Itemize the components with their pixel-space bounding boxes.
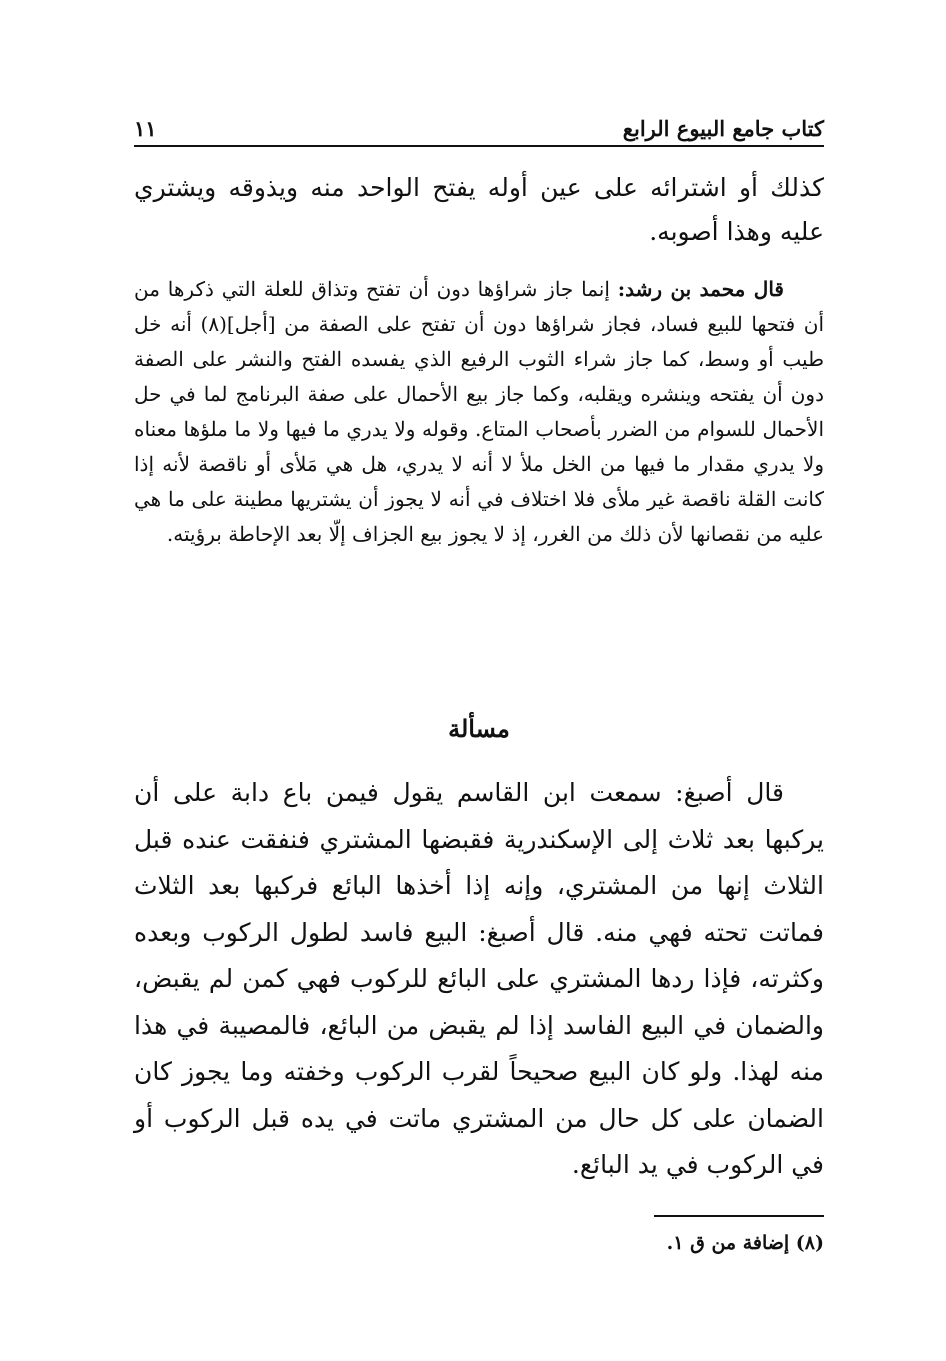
- commentary-text: إنما جاز شراؤها دون أن تفتح وتذاق للعلة التي ذكرها من أن فتحها للبيع فساد، فجاز شراؤها دون أن تفتح على الصفة من [أجل](٨) أنه خل طيب أو وسط، كما جاز شراء الثوب الرفيع الذي يفسده الفتح والنشر على الصفة دون أن يفتحه وينشره ويقلبه، وكما جاز بيع الأحمال على صفة البرنامج لما في حل الأحمال للسوام من الضرر بأصحاب المتاع. وقوله ولا يدري ما فيها ولا ما ملؤها معناه ولا يدري مقدار ما فيها من الخل ملأ لا أنه لا يدري، هل هي مَلأى أو ناقصة لأنه إذا كانت القلة ناقصة غير ملأى فلا اختلاف في أنه لا يجوز أن يشتريها مطينة على ما هي عليه من نقصانها لأن ذلك من الغرر، إذ لا يجوز بيع الجزاف إلّا بعد الإحاطة برؤيته.: [134, 277, 824, 546]
- paragraph-continuation: كذلك أو اشترائه على عين أوله يفتح الواحد منه ويذوقه ويشتري عليه وهذا أصوبه.: [134, 173, 824, 246]
- section-heading: مسألة: [448, 714, 510, 743]
- running-title: كتاب جامع البيوع الرابع: [622, 116, 824, 141]
- page-number: ١١: [134, 116, 157, 141]
- header-rule: [134, 145, 824, 147]
- commentary-paragraph: [134, 272, 824, 552]
- question-paragraph: قال أصبغ: سمعت ابن القاسم يقول فيمن باع دابة على أن يركبها بعد ثلاث إلى الإسكندرية فقبضها المشتري فنفقت عنده قبل الثلاث إنها من المشتري، وإنه إذا أخذها البائع فركبها بعد الثلاث فماتت تحته فهي منه. قال أصبغ: البيع فاسد لطول الركوب وبعده وكثرته، فإذا ردها المشتري على البائع للركوب فهي كمن لم يقبض، والضمان في البيع الفاسد إذا لم يقبض من البائع، فالمصيبة في هذا منه لهذا. ولو كان البيع صحيحاً لقرب الركوب وخفته وما يجوز كان الضمان على كل حال من المشتري ماتت في يده قبل الركوب أو في الركوب في يد البائع.: [134, 778, 824, 1179]
- footnote: (٨) إضافة من ق ١.: [666, 1232, 824, 1254]
- footnote-rule: [654, 1215, 824, 1217]
- page-header: [134, 108, 824, 142]
- commentator-name: قال محمد بن رشد:: [617, 277, 784, 301]
